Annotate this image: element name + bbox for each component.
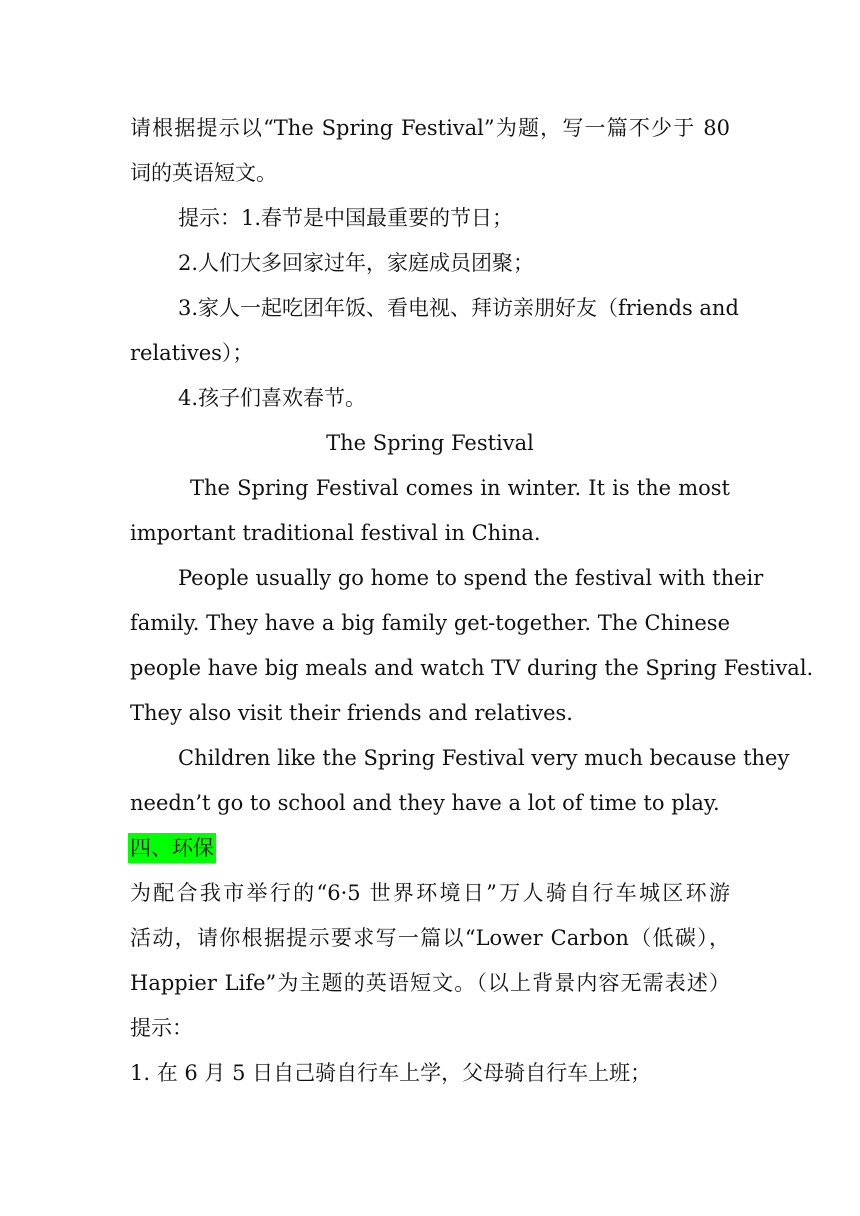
hint-4: 4.孩子们喜欢春节。	[178, 386, 367, 410]
essay-line-8: needn’t go to school and they have a lot of time to play.	[130, 791, 720, 815]
document-body	[130, 106, 814, 1096]
essay-line-6: They also visit their friends and relatives.	[130, 701, 573, 725]
section-heading-row	[130, 826, 730, 871]
essay-line-5: people have big meals and watch TV during the Spring Festival.	[130, 656, 814, 680]
essay-line-3: People usually go home to spend the festival with their	[178, 566, 764, 590]
section-hint-1: 1. 在 6 月 5 日自己骑自行车上学，父母骑自行车上班；	[130, 1061, 652, 1085]
essay-line-1: The Spring Festival comes in winter. It is the most	[190, 476, 730, 500]
section-prompt-line-2: 活动，请你根据提示要求写一篇以“Lower Carbon（低碳），	[130, 926, 730, 950]
hint-1: 提示：1.春节是中国最重要的节日；	[178, 206, 514, 230]
task-prompt-line-2: 词的英语短文。	[130, 161, 277, 185]
essay-line-2: important traditional festival in China.	[130, 521, 541, 545]
task-prompt-line-1: 请根据提示以“The Spring Festival”为题，写一篇不少于 80	[130, 116, 730, 140]
section-prompt-line-3: Happier Life”为主题的英语短文。（以上背景内容无需表述）	[130, 971, 730, 995]
essay-line-7: Children like the Spring Festival very much because they	[178, 746, 790, 770]
hint-2: 2.人们大多回家过年，家庭成员团聚；	[178, 251, 535, 275]
section-prompt-line-1: 为配合我市举行的“6·5 世界环境日”万人骑自行车城区环游	[130, 881, 730, 905]
essay-title: The Spring Festival	[326, 431, 534, 455]
section-heading: 四、环保	[128, 833, 216, 863]
hint-3-line-2: relatives）；	[130, 341, 254, 365]
section-hint-label: 提示：	[130, 1016, 193, 1040]
hint-3-line-1: 3.家人一起吃团年饭、看电视、拜访亲朋好友（friends and	[178, 296, 739, 320]
essay-line-4: family. They have a big family get-together. The Chinese	[130, 611, 730, 635]
